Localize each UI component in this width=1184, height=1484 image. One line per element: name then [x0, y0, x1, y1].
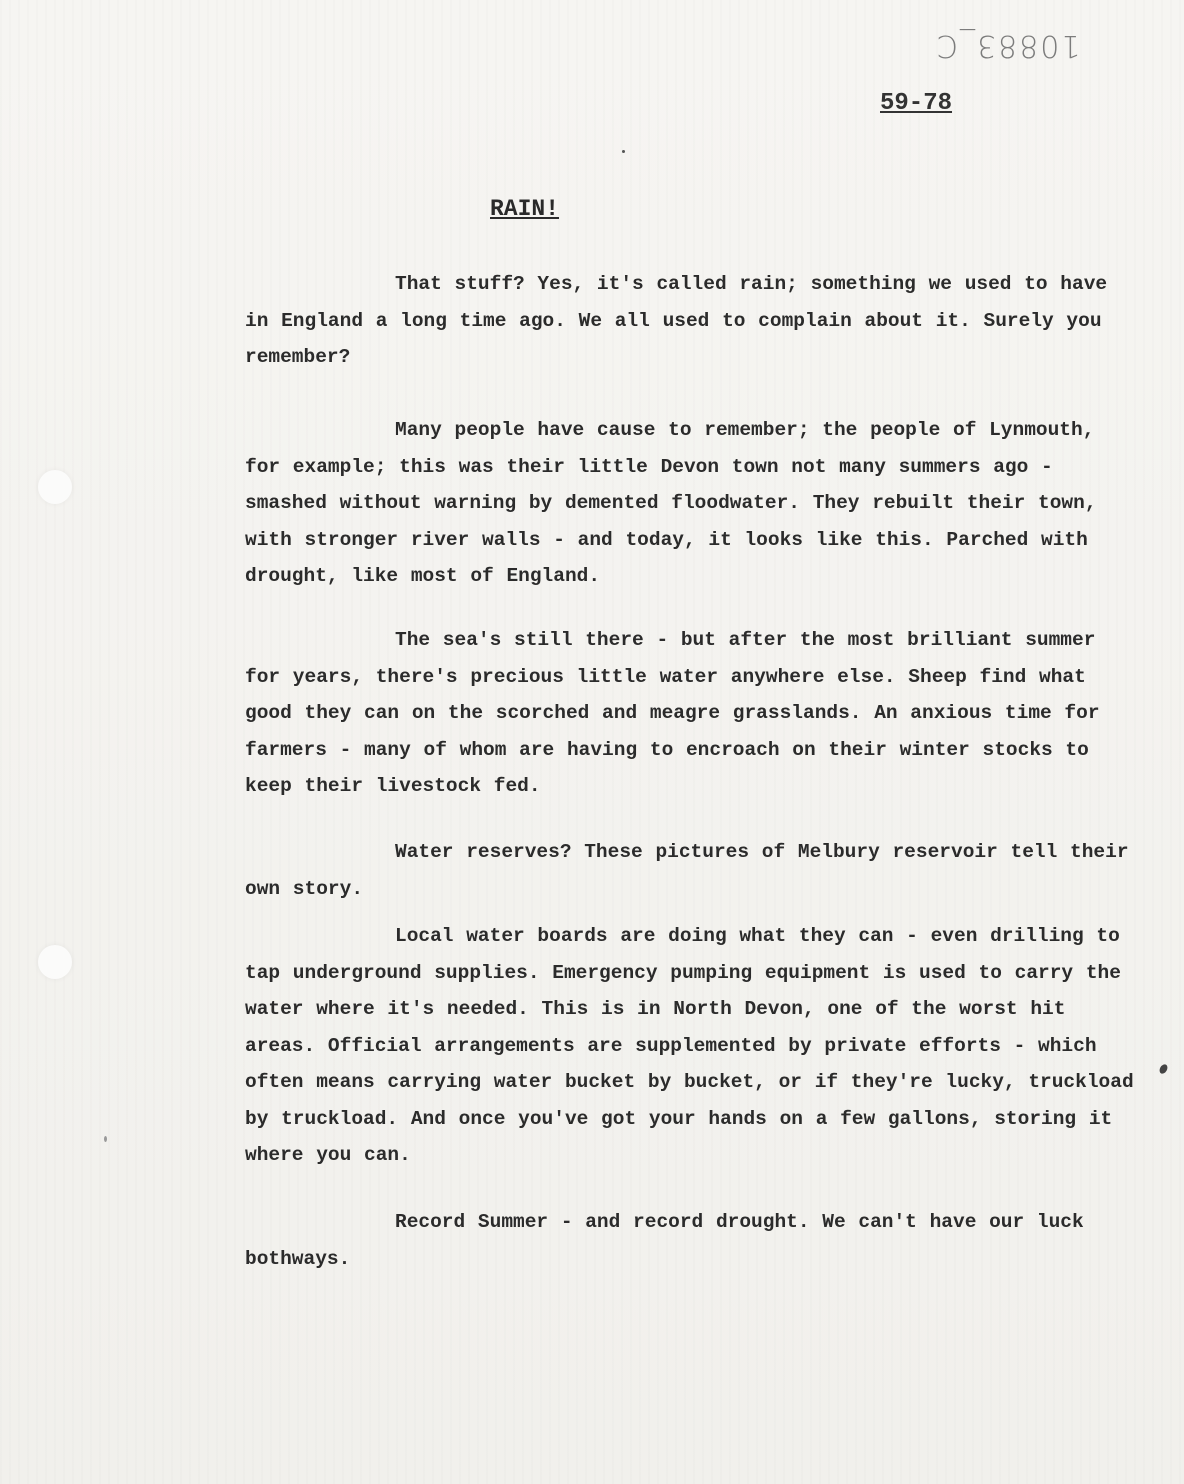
- ink-speck: [104, 1136, 107, 1142]
- paragraph-4: Water reserves? These pictures of Melbury reservoir tell their own story.: [245, 841, 1129, 900]
- paragraph-2: Many people have cause to remember; the people of Lynmouth, for example; this was their little Devon town not many summers ago - smashed without warning by demented floodwater. They rebuilt their town, with stronger river walls - and today, it looks like this. Parched with drought, like most of England.: [245, 419, 1097, 587]
- paragraph-6: Record Summer - and record drought. We can't have our luck bothways.: [245, 1211, 1084, 1270]
- archive-reference-stamp: 10883_C: [934, 28, 1080, 63]
- ink-speck: [622, 150, 625, 153]
- page-reference: 59-78: [880, 90, 953, 117]
- punch-hole: [38, 470, 72, 504]
- paragraph-1: That stuff? Yes, it's called rain; something we used to have in England a long time ago. We all used to complain about it. Surely you remember?: [245, 273, 1108, 368]
- ink-speck: [1158, 1063, 1169, 1075]
- document-title: RAIN!: [490, 196, 560, 222]
- paragraph-5: Local water boards are doing what they can - even drilling to tap underground supplies. Emergency pumping equipment is used to carry the water where it's needed. This is in North Devon, one of the worst hit areas. Official arrangements are supplemented by private efforts - which often means carrying water bucket by bucket, or if they're lucky, truckload by truckload. And once you've got your hands on a few gallons, storing it where you can.: [245, 925, 1134, 1166]
- punch-hole: [38, 945, 72, 979]
- paragraph-3: The sea's still there - but after the most brilliant summer for years, there's precious little water anywhere else. Sheep find what good they can on the scorched and meagre grasslands. An anxious time for farmers - many of whom are having to encroach on their winter stocks to keep their livestock fed.: [245, 629, 1100, 797]
